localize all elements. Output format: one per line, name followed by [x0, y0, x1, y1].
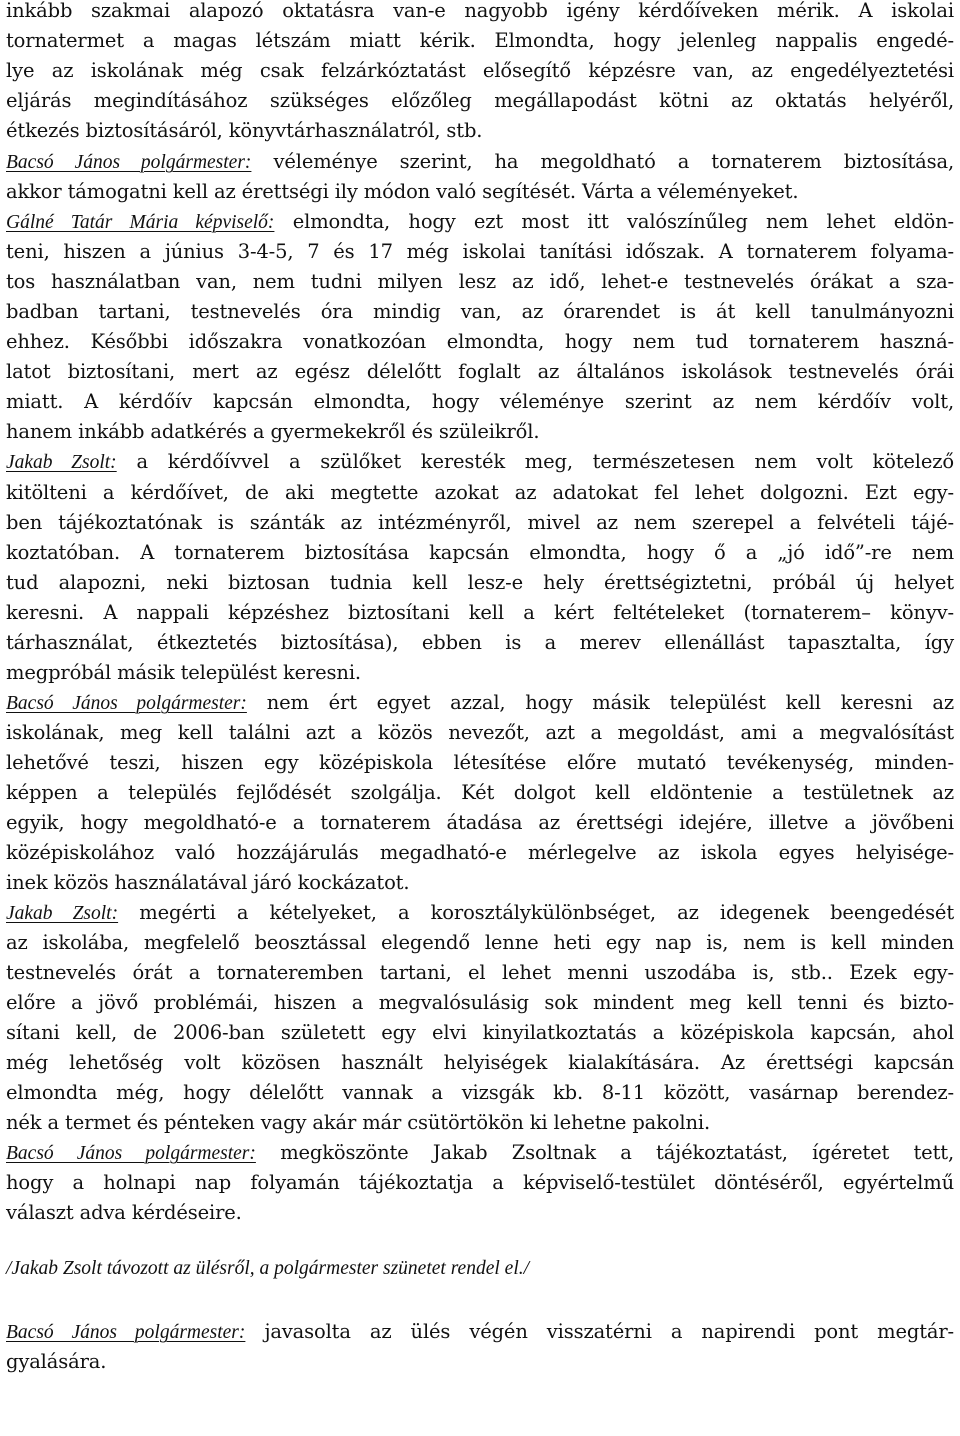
- text-segment: javasolta az ülés végén visszatérni a napirendi pont megtár-: [245, 1320, 954, 1343]
- text-segment: egyik, hogy megoldható-e a tornaterem átadása az érettségi idejére, illetve a jövőbeni: [6, 811, 954, 834]
- speaker-name: Jakab Zsolt:: [6, 903, 119, 924]
- text-line: [6, 87, 954, 115]
- text-segment: a kérdőívvel a szülőket keresték meg, természetesen nem volt kötelező: [116, 450, 954, 473]
- text-segment: tornatermet a magas létszám miatt kérik. Elmondta, hogy jelenleg nappalis engedé-: [6, 29, 954, 52]
- text-line: [6, 539, 954, 567]
- text-segment: ben tájékoztatónak is szánták az intézményről, mivel az nem szerepel a felvételi tájé-: [6, 511, 954, 534]
- text-segment: még lehetőség volt közösen használt helyiségek kialakítására. Az érettségi kapcsán: [6, 1051, 954, 1074]
- text-segment: választ adva kérdéseire.: [6, 1201, 242, 1224]
- text-segment: az iskolába, megfelelő beosztással elegendő lenne heti egy nap is, nem is kell minden: [6, 931, 954, 954]
- speaker-name: Gálné Tatár Mária képviselő:: [6, 212, 275, 233]
- text-line: [6, 448, 954, 477]
- text-line: [6, 328, 954, 356]
- text-line: [6, 388, 954, 416]
- text-line: [6, 0, 954, 25]
- text-segment: koztatóban. A tornaterem biztosítása kapcsán elmondta, hogy ő a „jó idő”-re nem: [6, 541, 954, 564]
- text-line: [6, 479, 954, 507]
- text-line: [6, 1019, 954, 1047]
- text-segment: inkább szakmai alapozó oktatásra van-e nagyobb igény kérdőíveken mérik. A iskolai: [6, 0, 954, 22]
- text-line: [6, 358, 954, 386]
- text-line: [6, 1049, 954, 1077]
- text-segment: megérti a kételyeket, a korosztálykülönbséget, az idegenek beengedését: [118, 901, 955, 924]
- text-segment: középiskolához való hozzájárulás megadható-e mérlegelve az iskola egyes helyisége-: [6, 841, 954, 864]
- text-line: [6, 719, 954, 747]
- text-line: [6, 1169, 954, 1197]
- text-line: [6, 268, 954, 296]
- text-segment: tud alapozni, neki biztosan tudnia kell lesz-e hely érettségiztetni, próbál új helyet: [6, 571, 954, 594]
- speaker-name: Bacsó János polgármester:: [6, 693, 247, 714]
- text-line: [6, 238, 954, 266]
- text-segment: hanem inkább adatkérés a gyermekekről és szüleikről.: [6, 420, 540, 443]
- text-segment: inek közös használatával járó kockázatot.: [6, 871, 410, 894]
- text-segment: iskolának, meg kell találni azt a közös nevezőt, azt a megoldást, ami a megvalósítást: [6, 721, 954, 744]
- text-line: [6, 178, 954, 206]
- text-line: [6, 929, 954, 957]
- text-line: [6, 208, 954, 237]
- text-line: [6, 1318, 954, 1347]
- text-segment: tárhasználat, étkeztetés biztosítása), ebben is a merev ellenállást tapasztalta, így: [6, 631, 954, 654]
- speaker-name: Bacsó János polgármester:: [6, 1322, 246, 1343]
- speaker-name: Bacsó János polgármester:: [6, 152, 252, 173]
- text-line: [6, 117, 954, 145]
- text-line: [6, 509, 954, 537]
- text-line: [6, 27, 954, 55]
- text-line: [6, 869, 954, 897]
- text-line: [6, 839, 954, 867]
- text-segment: megpróbál másik települést keresni.: [6, 661, 361, 684]
- text-segment: keresni. A nappali képzéshez biztosítani kell a kért feltételeket (tornaterem– könyv-: [6, 601, 954, 624]
- text-segment: előre a jövő problémái, hiszen a megvalósulásig sok mindent meg kell tenni és bizto-: [6, 991, 954, 1014]
- text-line: [6, 989, 954, 1017]
- text-segment: megköszönte Jakab Zsoltnak a tájékoztatást, ígéretet tett,: [255, 1141, 954, 1164]
- text-segment: badban tartani, testnevelés óra mindig van, az órarendet is át kell tanulmányozni: [6, 300, 954, 323]
- text-segment: testnevelés órát a tornateremben tartani, el lehet menni uszodába is, stb.. Ezek egy-: [6, 961, 954, 984]
- text-segment: képpen a település fejlődését szolgálja. Két dolgot kell eldöntenie a testületnek az: [6, 781, 954, 804]
- text-line: [6, 1254, 954, 1283]
- text-line: [6, 1199, 954, 1227]
- text-line: [6, 689, 954, 718]
- text-line: [6, 569, 954, 597]
- text-segment: nék a termet és pénteken vagy akár már csütörtökön ki lehetne pakolni.: [6, 1111, 711, 1134]
- text-line: [6, 659, 954, 687]
- text-line: [6, 1348, 954, 1376]
- text-line: [6, 57, 954, 85]
- text-line: [6, 779, 954, 807]
- text-line: [6, 809, 954, 837]
- text-line: [6, 899, 954, 928]
- text-line: [6, 749, 954, 777]
- speaker-name: Jakab Zsolt:: [6, 452, 117, 473]
- text-segment: lehetővé teszi, hiszen egy középiskola létesítése előre mutató tevékenység, minden-: [6, 751, 954, 774]
- procedural-note: /Jakab Zsolt távozott az ülésről, a polgármester szünetet rendel el./: [6, 1258, 530, 1279]
- text-segment: eljárás megindításához szükséges előzőleg megállapodást kötni az oktatás helyéről,: [6, 89, 954, 112]
- text-line: [6, 298, 954, 326]
- text-segment: latot biztosítani, mert az egész délelőtt foglalt az általános iskolások testnevelés órái: [6, 360, 954, 383]
- text-segment: gyalására.: [6, 1350, 107, 1373]
- text-segment: elmondta még, hogy délelőtt vannak a vizsgák kb. 8-11 között, vasárnap berendez-: [6, 1081, 954, 1104]
- text-segment: teni, hiszen a június 3-4-5, 7 és 17 még iskolai tanítási időszak. A tornaterem folyama-: [6, 240, 954, 263]
- text-segment: tos használatban van, nem tudni milyen lesz az idő, lehet-e testnevelés órákat a sza-: [6, 270, 954, 293]
- text-line: [6, 959, 954, 987]
- text-segment: nem ért egyet azzal, hogy másik települést kell keresni az: [246, 691, 954, 714]
- text-line: [6, 148, 954, 177]
- text-segment: kitölteni a kérdőívet, de aki megtette azokat az adatokat fel lehet dolgozni. Ezt egy-: [6, 481, 954, 504]
- text-segment: elmondta, hogy ezt most itt valószínűleg nem lehet eldön-: [274, 210, 954, 233]
- text-segment: miatt. A kérdőív kapcsán elmondta, hogy véleménye szerint az nem kérdőív volt,: [6, 390, 954, 413]
- text-line: [6, 418, 954, 446]
- text-segment: sítani kell, de 2006-ban született egy elvi kinyilatkoztatás a középiskola kapcsán, ahol: [6, 1021, 954, 1044]
- text-segment: ehhez. Későbbi időszakra vonatkozóan elmondta, hogy nem tud tornaterem haszná-: [6, 330, 954, 353]
- text-segment: hogy a holnapi nap folyamán tájékoztatja a képviselő-testület döntéséről, egyértelmű: [6, 1171, 954, 1194]
- speaker-name: Bacsó János polgármester:: [6, 1143, 256, 1164]
- text-line: [6, 599, 954, 627]
- text-line: [6, 1109, 954, 1137]
- text-line: [6, 1079, 954, 1107]
- text-segment: akkor támogatni kell az érettségi ily módon való segítését. Várta a véleményeket.: [6, 180, 799, 203]
- text-line: [6, 1139, 954, 1168]
- text-segment: étkezés biztosításáról, könyvtárhasználatról, stb.: [6, 119, 483, 142]
- text-segment: véleménye szerint, ha megoldható a tornaterem biztosítása,: [251, 150, 954, 173]
- text-line: [6, 629, 954, 657]
- text-segment: lye az iskolának még csak felzárkóztatást elősegítő képzésre van, az engedélyeztetési: [6, 59, 954, 82]
